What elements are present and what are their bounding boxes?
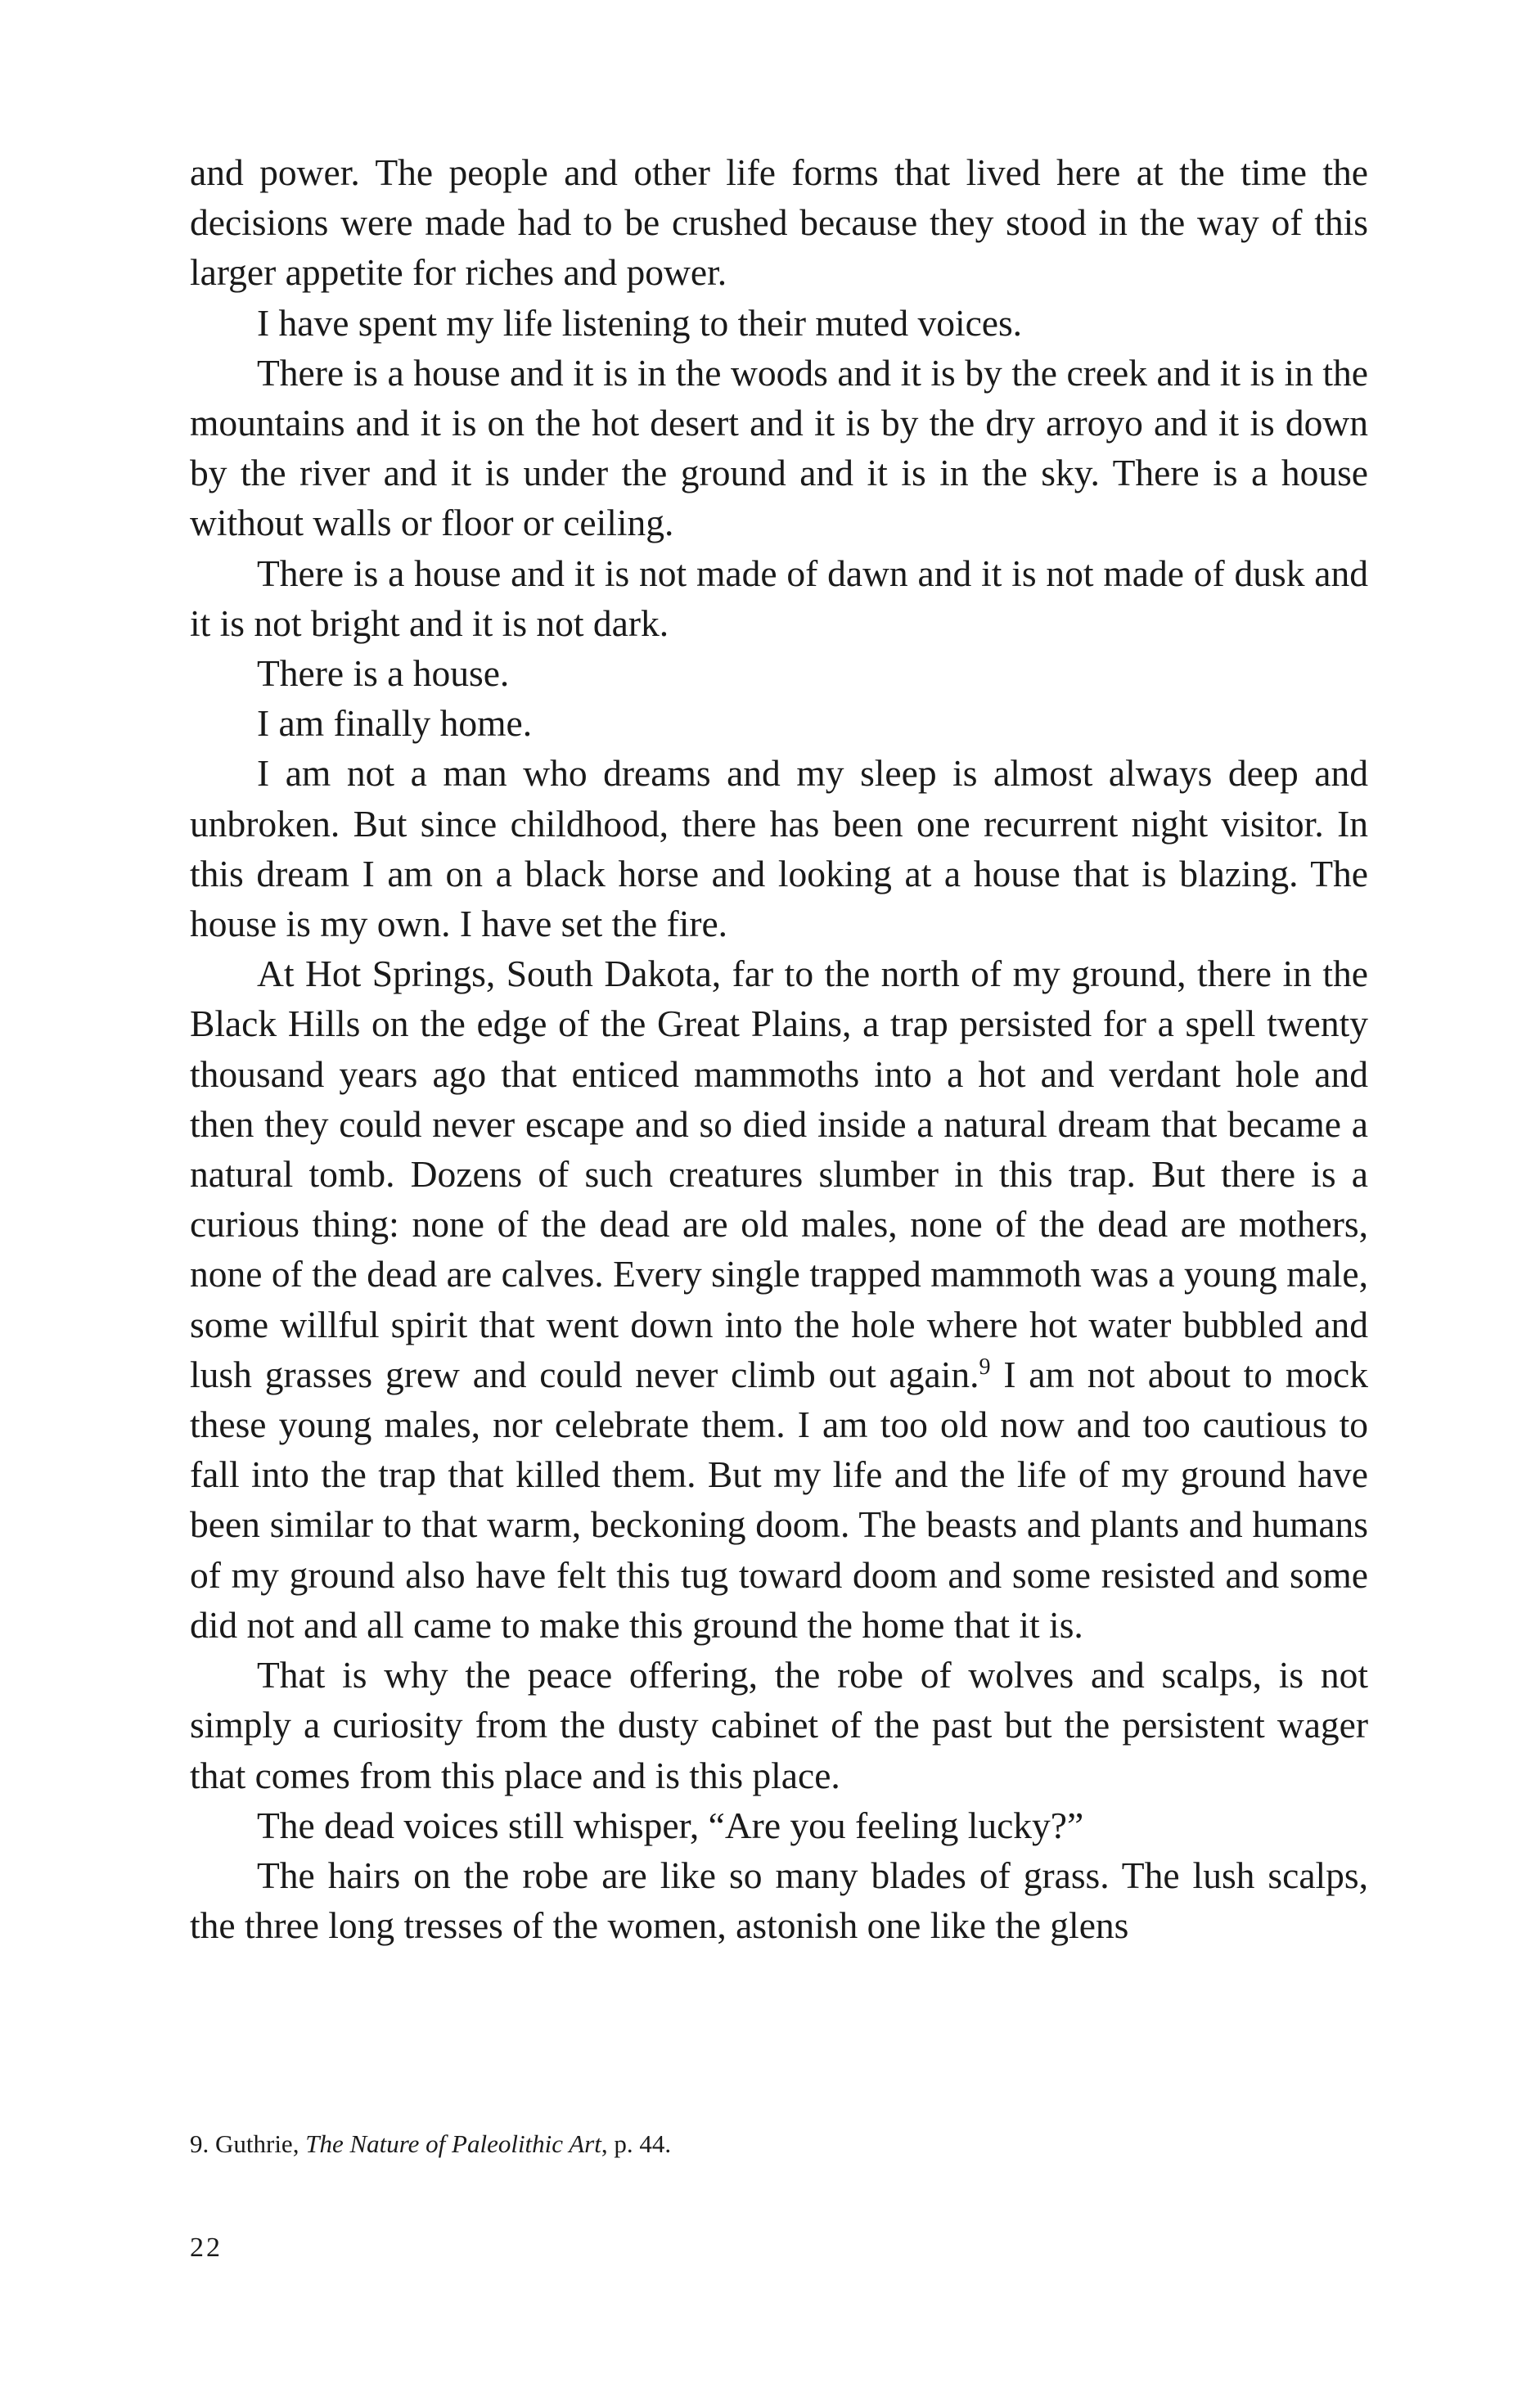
footnote-suffix: , p. 44. xyxy=(601,2129,672,2158)
paragraph-house-dawn-dusk: There is a house and it is not made of dawn and it is not made of dusk and it is not bright and it is not dark. xyxy=(190,552,1368,644)
mammoth-text-after-note: I am not about to mock these young males, nor celebrate them. I am too old now and too cautious to fall into the trap that killed them. But my life and the life of my ground have been similar to that warm, beckoning doom. The beasts and plants and humans of my ground also have felt this tug toward doom and some resisted and some did not and all came to make this ground the home that it is. xyxy=(190,1353,1368,1646)
paragraph-house-everywhere: There is a house and it is in the woods and it is by the creek and it is in the mountains and it is on the hot desert and it is by the dry arroyo and it is down by the river and it is under the ground and it is in the sky. There is a house without walls or floor or ceiling. xyxy=(190,351,1368,544)
body-text xyxy=(190,147,1368,1950)
footnote-title: The Nature of Paleolithic Art xyxy=(305,2129,601,2158)
mammoth-text-before-note: At Hot Springs, South Dakota, far to the north of my ground, there in the Black Hills on the edge of the Great Plains, a trap persisted for a spell twenty thousand years ago that enticed mammoths into a hot and verdant hole and then they could never escape and so died inside a natural dream that became a natural tomb. Dozens of such creatures slumber in this trap. But there is a curious thing: none of the dead are old males, none of the dead are mothers, none of the dead are calves. Every single trapped mammoth was a young male, some willful spirit that went down into the hole where hot water bubbled and lush grasses grew and could never climb out again. xyxy=(190,953,1368,1395)
footnote xyxy=(190,2128,1368,2160)
paragraph-muted-voices: I have spent my life listening to their muted voices. xyxy=(257,301,1023,344)
footnote-marker: 9 xyxy=(979,1354,991,1380)
paragraph-dead-voices: The dead voices still whisper, “Are you feeling lucky?” xyxy=(257,1804,1084,1846)
paragraph-recurrent-dream: I am not a man who dreams and my sleep is almost always deep and unbroken. But since childhood, there has been one recurrent night visitor. In this dream I am on a black horse and looking at a house that is blazing. The house is my own. I have set the fire. xyxy=(190,752,1368,945)
footnote-prefix: 9. Guthrie, xyxy=(190,2129,306,2158)
paragraph-robe-hairs: The hairs on the robe are like so many blades of grass. The lush scalps, the three long tresses of the women, astonish one like the glens xyxy=(190,1854,1368,1947)
page-number: 22 xyxy=(190,2233,223,2263)
paragraph-hot-springs-mammoths xyxy=(190,948,1368,1650)
paragraph-finally-home: I am finally home. xyxy=(257,702,533,745)
paragraph-continuation: and power. The people and other life forms that lived here at the time the decisions were made had to be crushed because they stood in the way of this larger appetite for riches and power. xyxy=(190,151,1368,294)
paragraph-peace-offering: That is why the peace offering, the robe of wolves and scalps, is not simply a curiosity from the dusty cabinet of the past but the persistent wager that comes from this place and is this place. xyxy=(190,1654,1368,1796)
paragraph-there-is-a-house: There is a house. xyxy=(257,652,510,695)
